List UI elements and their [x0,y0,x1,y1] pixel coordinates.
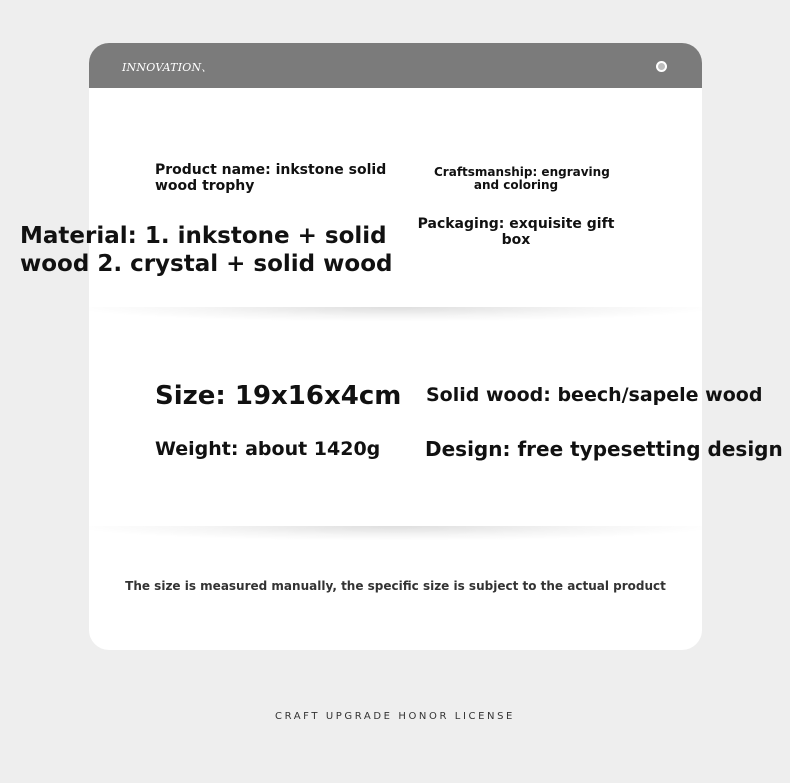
weight-spec: Weight: about 1420g [155,438,381,460]
product-name-line-2: wood trophy [155,178,255,194]
material-line-2: wood 2. crystal + solid wood [20,251,393,277]
material-line-1: Material: 1. inkstone + solid [20,223,387,249]
divider-shadow-2 [89,526,702,540]
card-header [89,43,702,88]
record-dot-icon [656,61,667,72]
design-spec: Design: free typesetting design [425,437,783,461]
solid-wood-spec: Solid wood: beech/sapele wood [426,384,763,406]
spec-card [89,43,702,650]
size-spec: Size: 19x16x4cm [155,381,402,411]
measurement-note: The size is measured manually, the specific size is subject to the actual product [125,579,666,593]
header-title: INNOVATION、 [122,61,213,74]
packaging-line-1: Packaging: exquisite gift [417,216,615,232]
product-name-line-1: Product name: inkstone solid [155,162,387,178]
packaging-line-2: box [501,232,531,248]
craftsmanship-line-1: Craftsmanship: engraving [434,165,610,179]
footer-tagline: CRAFT UPGRADE HONOR LICENSE [275,711,515,722]
divider-shadow-1 [89,307,702,321]
craftsmanship-line-2: and coloring [473,178,559,192]
